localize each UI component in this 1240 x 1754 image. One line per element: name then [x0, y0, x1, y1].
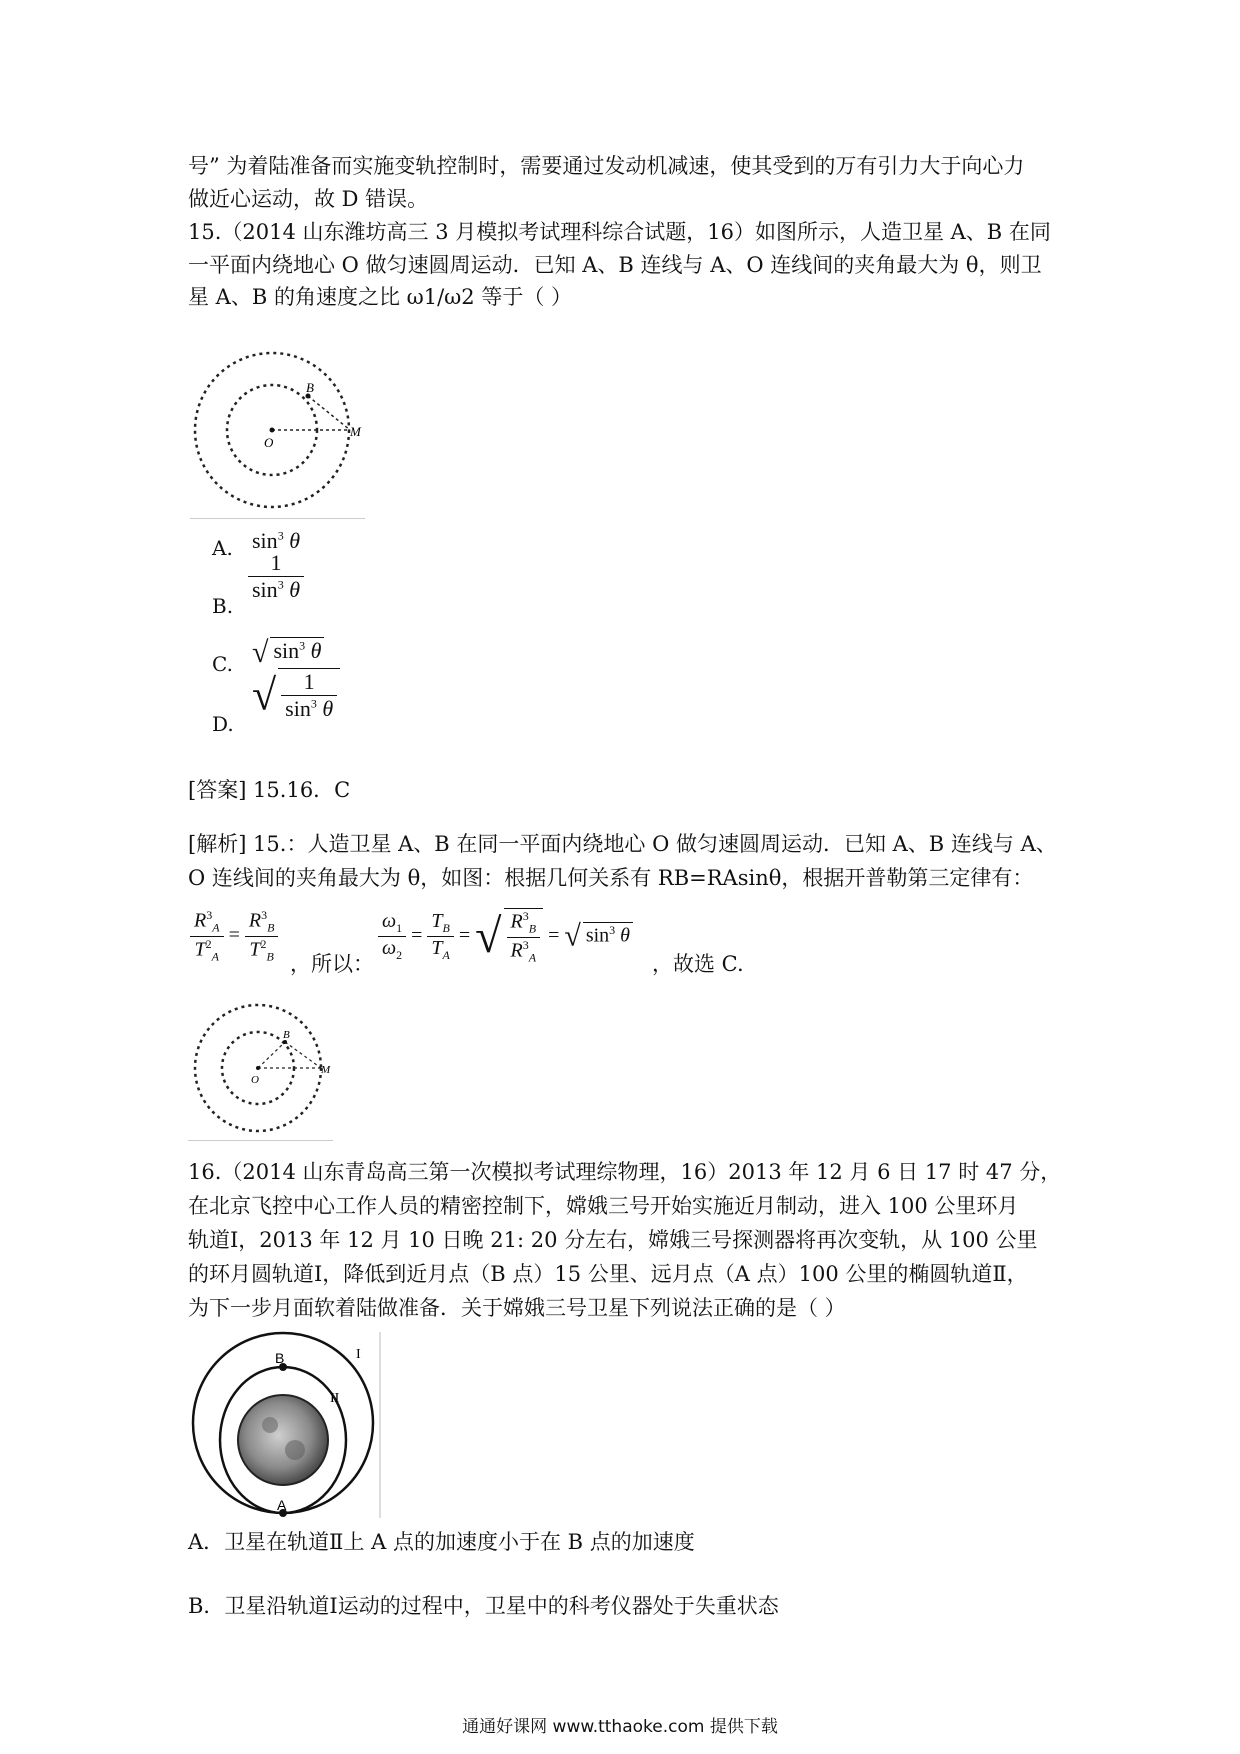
question-16-line: 轨道Ⅰ，2013 年 12 月 10 日晚 21: 20 分左右，嫦娥三号探测器将再次变轨，从 100 公里 — [188, 1228, 1038, 1252]
option-b-label: B. — [212, 594, 234, 618]
label-o: O — [264, 435, 274, 450]
question-16-line: 的环月圆轨道Ⅰ，降低到近月点（B 点）15 公里、远月点（A 点）100 公里的椭圆轨道Ⅱ， — [188, 1262, 1028, 1286]
option-d-label: D. — [212, 712, 234, 736]
analysis-text: ，故选 C. — [652, 952, 744, 976]
analysis-text: ，所以： — [290, 952, 374, 976]
question-16-line: 16.（2014 山东青岛高三第一次模拟考试理综物理，16）2013 年 12 月 6 日 17 时 47 分， — [188, 1160, 1062, 1184]
label-m: M — [350, 424, 361, 439]
footer: 通通好课网 www.tthaoke.com 提供下载 — [462, 1717, 778, 1737]
svg-text:II: II — [330, 1391, 340, 1406]
question-15-line: 15.（2014 山东潍坊高三 3 月模拟考试理科综合试题，16）如图所示，人造卫星 A、B 在同 — [188, 220, 1051, 244]
option-d-formula: √ $\frac{1}{\sin^3 \theta}$ — [252, 668, 340, 722]
answer-line: [答案] 15.16．C — [188, 778, 351, 802]
moon-orbit-figure — [190, 1330, 390, 1520]
option-a: A．卫星在轨道Ⅱ上 A 点的加速度小于在 B 点的加速度 — [188, 1530, 695, 1554]
label-b: B — [306, 380, 314, 395]
svg-text:I: I — [356, 1347, 361, 1362]
question-15-line: 一平面内绕地心 O 做匀速圆周运动．已知 A、B 连线与 A、O 连线间的夹角最大为 θ，则卫 — [188, 253, 1042, 277]
text-line: 号” 为着陆准备而实施变轨控制时，需要通过发动机减速，使其受到的万有引力大于向心力 — [188, 154, 1025, 178]
orbit-figure-1 — [190, 350, 370, 520]
option-a-label: A. — [212, 536, 233, 560]
moon — [238, 1395, 328, 1485]
svg-text:M: M — [321, 1064, 331, 1076]
ratio-equation: $\frac{\omega_1}{\omega_2}$ = $\frac{T_B}{T_A}$ = √ $\frac{R^3_B}{R^3_A}$ = √ $\sin^3 \theta$ — [378, 908, 633, 965]
text-line: 做近心运动，故 D 错误。 — [188, 187, 429, 211]
option-a-formula: $\sin^3 \theta$ — [252, 528, 300, 553]
svg-text:A: A — [277, 1497, 287, 1513]
question-16-line: 为下一步月面软着陆做准备．关于嫦娥三号卫星下列说法正确的是（ ） — [188, 1296, 846, 1320]
question-16-line: 在北京飞控中心工作人员的精密控制下，嫦娥三号开始实施近月制动，进入 100 公里环月 — [188, 1194, 1019, 1218]
option-b: B．卫星沿轨道Ⅰ运动的过程中，卫星中的科考仪器处于失重状态 — [188, 1594, 779, 1618]
question-15-line: 星 A、B 的角速度之比 ω1/ω2 等于（ ） — [188, 285, 573, 309]
kepler-equation: $\frac{R^3_A}{T^2_A}$ = $\frac{R^3_B}{T^2_B}$ — [190, 908, 278, 964]
option-c-formula: √ $\sin^3 \theta$ — [252, 636, 324, 670]
option-b-formula: $\frac{1}{\sin^3 \theta}$ — [248, 550, 304, 603]
analysis-line: [解析] 15.：人造卫星 A、B 在同一平面内绕地心 O 做匀速圆周运动．已知 A、B 连线与 A、 — [188, 832, 1057, 856]
option-c-label: C. — [212, 652, 233, 676]
analysis-line: O 连线间的夹角最大为 θ，如图：根据几何关系有 RB=RAsinθ，根据开普勒第三定律有： — [188, 866, 1034, 890]
svg-text:B: B — [275, 1350, 285, 1366]
svg-text:B: B — [283, 1029, 290, 1041]
svg-text:O: O — [251, 1074, 259, 1086]
orbit-figure-2 — [188, 1000, 338, 1140]
